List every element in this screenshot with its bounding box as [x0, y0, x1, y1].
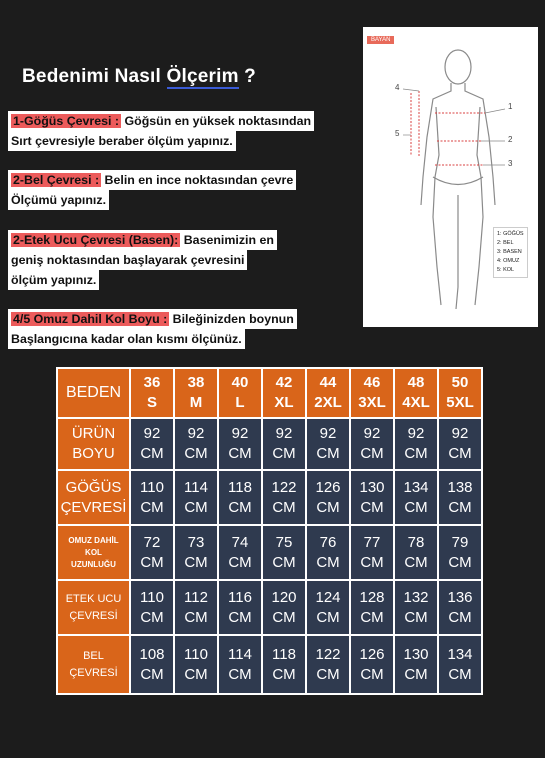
marker-3: 3: [508, 159, 513, 168]
table-row: [58, 526, 481, 579]
marker-4: 4: [395, 83, 400, 92]
figure-legend: 1: GÖĞÜS 2: BEL 3: BASEN 4: OMUZ 5: KOL: [493, 227, 528, 278]
marker-2: 2: [508, 135, 513, 144]
table-cell: 138 CM: [439, 471, 481, 524]
table-cell: 79 CM: [439, 526, 481, 579]
size-header: 44 2XL: [307, 369, 349, 417]
table-cell: 118 CM: [219, 471, 261, 524]
table-cell: 130 CM: [351, 471, 393, 524]
size-header: 46 3XL: [351, 369, 393, 417]
table-cell: 120 CM: [263, 581, 305, 634]
table-cell: 110 CM: [175, 636, 217, 693]
table-cell: 72 CM: [131, 526, 173, 579]
size-header: 48 4XL: [395, 369, 437, 417]
table-cell: 132 CM: [395, 581, 437, 634]
table-cell: 73 CM: [175, 526, 217, 579]
table-cell: 92 CM: [395, 419, 437, 469]
table-cell: 74 CM: [219, 526, 261, 579]
row-label: ETEK UCU ÇEVRESİ: [58, 581, 129, 634]
marker-1: 1: [508, 102, 513, 111]
row-label: ÜRÜN BOYU: [58, 419, 129, 469]
table-cell: 124 CM: [307, 581, 349, 634]
table-cell: 92 CM: [131, 419, 173, 469]
body-silhouette-icon: [363, 27, 538, 327]
label-bel: 2-Bel Çevresi :: [13, 173, 100, 187]
bayan-badge: BAYAN: [367, 36, 394, 44]
label-etek: 2-Etek Ucu Çevresi (Basen):: [13, 233, 179, 247]
table-cell: 110 CM: [131, 581, 173, 634]
instruction-bel: 2-Bel Çevresi : Belin en ince noktasından çevre Ölçümü yapınız.: [8, 170, 296, 210]
table-cell: 77 CM: [351, 526, 393, 579]
row-label: GÖĞÜS ÇEVRESİ: [58, 471, 129, 524]
table-cell: 92 CM: [175, 419, 217, 469]
size-header: 50 5XL: [439, 369, 481, 417]
table-cell: 116 CM: [219, 581, 261, 634]
size-header: 42 XL: [263, 369, 305, 417]
table-cell: 122 CM: [263, 471, 305, 524]
table-cell: 134 CM: [395, 471, 437, 524]
table-header-row: [58, 369, 481, 417]
table-cell: 75 CM: [263, 526, 305, 579]
label-gogus: 1-Göğüs Çevresi :: [13, 114, 120, 128]
table-cell: 92 CM: [263, 419, 305, 469]
size-header: 40 L: [219, 369, 261, 417]
table-cell: 78 CM: [395, 526, 437, 579]
instruction-etek: 2-Etek Ucu Çevresi (Basen): Basenimizin en geniş noktasından başlayarak çevresini ölçüm yapınız.: [8, 230, 277, 290]
table-cell: 92 CM: [351, 419, 393, 469]
table-cell: 130 CM: [395, 636, 437, 693]
size-header: 38 M: [175, 369, 217, 417]
label-kol: 4/5 Omuz Dahil Kol Boyu :: [13, 312, 168, 326]
table-cell: 92 CM: [439, 419, 481, 469]
table-cell: 92 CM: [307, 419, 349, 469]
table-cell: 114 CM: [219, 636, 261, 693]
table-row: [58, 581, 481, 634]
table-cell: 118 CM: [263, 636, 305, 693]
table-cell: 92 CM: [219, 419, 261, 469]
table-cell: 114 CM: [175, 471, 217, 524]
table-row: [58, 636, 481, 693]
beden-header: BEDEN: [58, 369, 129, 417]
table-cell: 110 CM: [131, 471, 173, 524]
page-title: Bedenimi Nasıl Ölçerim ?: [22, 66, 256, 87]
table-cell: 112 CM: [175, 581, 217, 634]
table-cell: 122 CM: [307, 636, 349, 693]
table-cell: 136 CM: [439, 581, 481, 634]
table-cell: 108 CM: [131, 636, 173, 693]
table-cell: 128 CM: [351, 581, 393, 634]
row-label: BEL ÇEVRESİ: [58, 636, 129, 693]
table-cell: 126 CM: [351, 636, 393, 693]
row-label: OMUZ DAHİL KOL UZUNLUĞU: [58, 526, 129, 579]
size-table: [56, 367, 483, 695]
title-underlined: Ölçerim: [166, 66, 239, 87]
instruction-gogus: 1-Göğüs Çevresi : Göğsün en yüksek noktasından Sırt çevresiyle beraber ölçüm yapınız.: [8, 111, 314, 151]
body-measurement-figure: [363, 27, 538, 327]
instruction-kol: 4/5 Omuz Dahil Kol Boyu : Bileğinizden boynun Başlangıcına kadar olan kısmı ölçünüz.: [8, 309, 297, 349]
table-row: [58, 419, 481, 469]
table-cell: 76 CM: [307, 526, 349, 579]
table-cell: 126 CM: [307, 471, 349, 524]
marker-5: 5: [395, 129, 400, 138]
table-row: [58, 471, 481, 524]
table-cell: 134 CM: [439, 636, 481, 693]
size-header: 36 S: [131, 369, 173, 417]
